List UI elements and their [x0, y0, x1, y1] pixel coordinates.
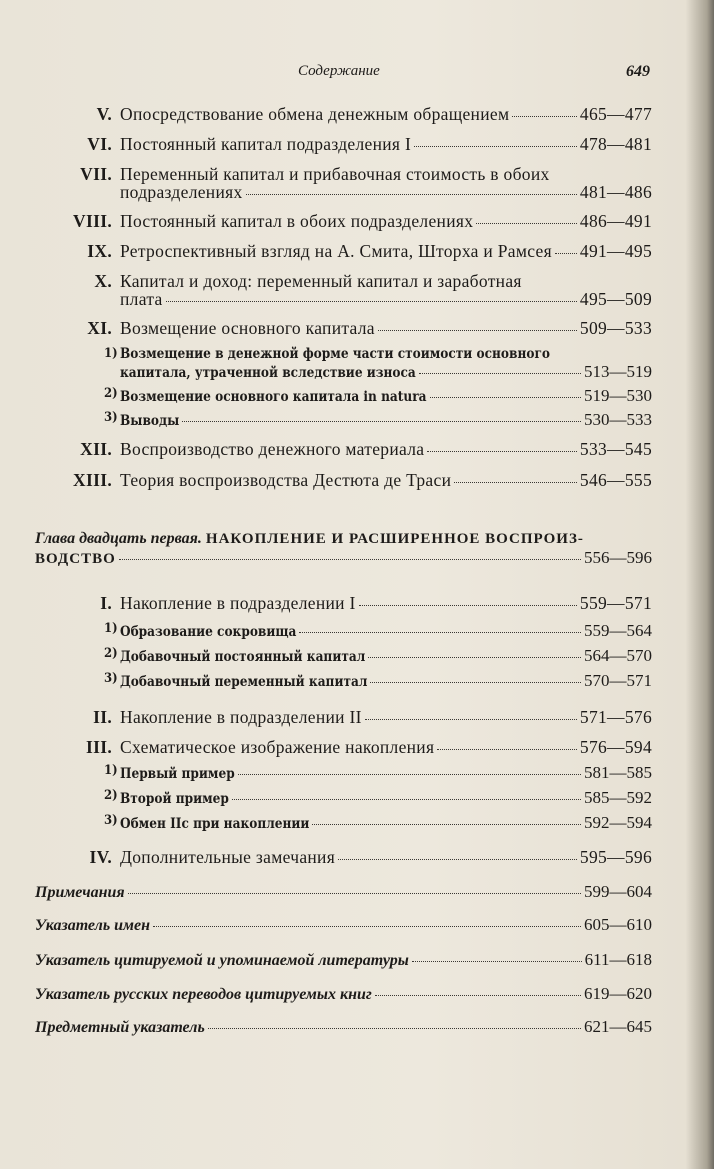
entry-title: Ретроспективный взгляд на А. Смита, Шторха и Рамсея — [120, 241, 552, 261]
entry-pages: 621—645 — [584, 1017, 652, 1036]
entry-pages: 533—545 — [579, 439, 652, 459]
entry-number: 3) — [104, 813, 118, 828]
entry-number: IV. — [89, 847, 112, 867]
chapter-heading — [35, 530, 584, 548]
entry-title: Воспроизводство денежного материала — [120, 439, 425, 459]
dot-leader — [454, 482, 577, 483]
toc-entry — [93, 707, 652, 728]
dot-leader — [365, 719, 577, 720]
toc-entry — [104, 621, 652, 641]
toc-entry — [104, 763, 652, 783]
entry-number: VI. — [87, 134, 112, 154]
entry-pages: 611—618 — [584, 950, 652, 969]
entry-number: V. — [96, 104, 112, 124]
toc-entry — [35, 1017, 652, 1037]
entry-title: Примечания — [35, 884, 125, 901]
dot-leader — [338, 859, 577, 860]
entry-number: I. — [100, 593, 112, 613]
entry-pages: 592—594 — [584, 813, 652, 832]
dot-leader — [375, 995, 581, 996]
dot-leader — [437, 749, 577, 750]
entry-title: Добавочный постоянный капитал — [120, 649, 366, 665]
chapter-title-cont: ВОДСТВО — [35, 551, 116, 567]
chapter-label: Глава двадцать первая. — [35, 530, 202, 547]
entry-pages: 599—604 — [584, 882, 652, 901]
entry-title: Предметный указатель — [35, 1019, 205, 1036]
toc-entry — [87, 241, 652, 262]
dot-leader — [414, 146, 577, 147]
dot-leader — [555, 253, 577, 254]
dot-leader — [299, 632, 581, 633]
toc-entry — [35, 915, 652, 935]
dot-leader — [312, 824, 581, 825]
toc-entry — [87, 318, 652, 339]
toc-entry — [104, 788, 652, 808]
entry-title: Постоянный капитал в обоих подразделениях — [120, 211, 474, 231]
entry-number: 3) — [104, 671, 118, 686]
entry-title: Возмещение основного капитала — [120, 318, 375, 338]
dot-leader — [238, 774, 581, 775]
entry-pages: 581—585 — [584, 763, 652, 782]
entry-pages: 605—610 — [584, 915, 652, 934]
entry-pages: 619—620 — [584, 984, 652, 1003]
entry-number: XII. — [80, 439, 112, 459]
entry-title: Возмещение в денежной форме части стоимости основного — [120, 346, 551, 362]
entry-number: 2) — [104, 788, 118, 803]
dot-leader — [128, 893, 581, 894]
entry-title: капитала, утраченной вследствие износа — [120, 365, 416, 381]
entry-number: II. — [93, 707, 112, 727]
toc-entry — [87, 134, 652, 155]
entry-title: Накопление в подразделении II — [120, 707, 362, 727]
entry-title: Постоянный капитал подразделения I — [120, 134, 412, 154]
entry-pages: 564—570 — [584, 646, 652, 665]
chapter-heading-line2 — [35, 548, 652, 568]
entry-pages: 478—481 — [579, 134, 652, 154]
dot-leader — [166, 301, 577, 302]
entry-title: Схематическое изображение накопления — [120, 737, 435, 757]
entry-number: 1) — [104, 346, 118, 361]
toc-entry — [35, 882, 652, 902]
entry-title: Накопление в подразделении I — [120, 593, 356, 613]
entry-title: Образование сокровища — [120, 624, 297, 640]
entry-pages: 570—571 — [584, 671, 652, 690]
entry-title: Указатель имен — [35, 917, 150, 934]
entry-title: Добавочный переменный капитал — [120, 674, 368, 690]
entry-title: Возмещение основного капитала in natura — [120, 389, 427, 405]
dot-leader — [208, 1028, 581, 1029]
dot-leader — [246, 194, 577, 195]
entry-pages: 509—533 — [579, 318, 652, 338]
entry-title: Переменный капитал и прибавочная стоимость в обоих — [120, 164, 550, 184]
entry-number: VII. — [80, 164, 112, 184]
entry-number: 1) — [104, 621, 118, 636]
entry-pages: 576—594 — [579, 737, 652, 757]
toc-entry — [85, 737, 652, 758]
toc-entry — [73, 211, 652, 232]
entry-pages: 546—555 — [579, 470, 652, 490]
entry-pages: 486—491 — [579, 211, 652, 231]
entry-title: Обмен IIc при накоплении — [120, 816, 310, 832]
entry-title: Второй пример — [120, 791, 229, 807]
entry-number: 2) — [104, 646, 118, 661]
entry-number: X. — [94, 271, 112, 291]
chapter-title: НАКОПЛЕНИЕ И РАСШИРЕННОЕ ВОСПРОИЗ- — [205, 531, 584, 547]
entry-pages: 559—564 — [584, 621, 652, 640]
dot-leader — [368, 657, 581, 658]
toc-entry — [104, 386, 652, 406]
toc-entry — [104, 671, 652, 691]
dot-leader — [119, 559, 581, 560]
toc-entry — [35, 984, 652, 1004]
toc-entry-continuation — [120, 182, 652, 203]
toc-entry — [96, 104, 652, 125]
dot-leader — [378, 330, 577, 331]
toc-entry — [104, 813, 652, 833]
entry-number: 3) — [104, 410, 118, 425]
entry-number: III. — [85, 737, 112, 757]
entry-pages: 495—509 — [579, 289, 652, 309]
dot-leader — [153, 926, 581, 927]
page-number: 649 — [626, 63, 650, 80]
toc-entry-continuation — [120, 362, 652, 382]
entry-pages: 595—596 — [579, 847, 652, 867]
entry-pages: 519—530 — [584, 386, 652, 405]
entry-pages: 513—519 — [584, 362, 652, 381]
chapter-pages: 556—596 — [584, 548, 652, 567]
dot-leader — [419, 373, 581, 374]
toc-entry — [80, 439, 652, 460]
entry-number: XI. — [87, 318, 112, 338]
toc-entry — [73, 470, 652, 491]
entry-title: Первый пример — [120, 766, 235, 782]
toc-entry — [89, 847, 652, 868]
toc-entry — [104, 646, 652, 666]
entry-pages: 585—592 — [584, 788, 652, 807]
entry-pages: 530—533 — [584, 410, 652, 429]
entry-title: Выводы — [120, 413, 180, 429]
entry-number: VIII. — [73, 211, 112, 231]
entry-pages: 491—495 — [579, 241, 652, 261]
dot-leader — [359, 605, 577, 606]
dot-leader — [476, 223, 577, 224]
dot-leader — [430, 397, 581, 398]
dot-leader — [512, 116, 577, 117]
running-header-title: Содержание — [298, 63, 380, 79]
entry-pages: 465—477 — [579, 104, 652, 124]
entry-number: IX. — [87, 241, 112, 261]
entry-pages: 559—571 — [579, 593, 652, 613]
toc-entry — [100, 593, 652, 614]
dot-leader — [412, 961, 582, 962]
entry-title: Опосредствование обмена денежным обращением — [120, 104, 510, 124]
toc-entry — [104, 410, 652, 430]
entry-number: XIII. — [73, 470, 112, 490]
entry-pages: 481—486 — [579, 182, 652, 202]
entry-number: 2) — [104, 386, 118, 401]
entry-title: Указатель русских переводов цитируемых книг — [35, 986, 372, 1003]
entry-title: подразделениях — [120, 182, 243, 202]
dot-leader — [370, 682, 581, 683]
dot-leader — [232, 799, 581, 800]
entry-title: плата — [120, 289, 163, 309]
toc-entry-continuation — [120, 289, 652, 310]
dot-leader — [427, 451, 577, 452]
entry-title: Указатель цитируемой и упоминаемой литературы — [35, 952, 409, 969]
dot-leader — [182, 421, 581, 422]
entry-title: Теория воспроизводства Дестюта де Траси — [120, 470, 452, 490]
toc-entry — [104, 346, 551, 362]
entry-pages: 571—576 — [579, 707, 652, 727]
toc-entry — [35, 950, 652, 970]
entry-title: Капитал и доход: переменный капитал и заработная — [120, 271, 522, 291]
entry-number: 1) — [104, 763, 118, 778]
entry-title: Дополнительные замечания — [120, 847, 336, 867]
